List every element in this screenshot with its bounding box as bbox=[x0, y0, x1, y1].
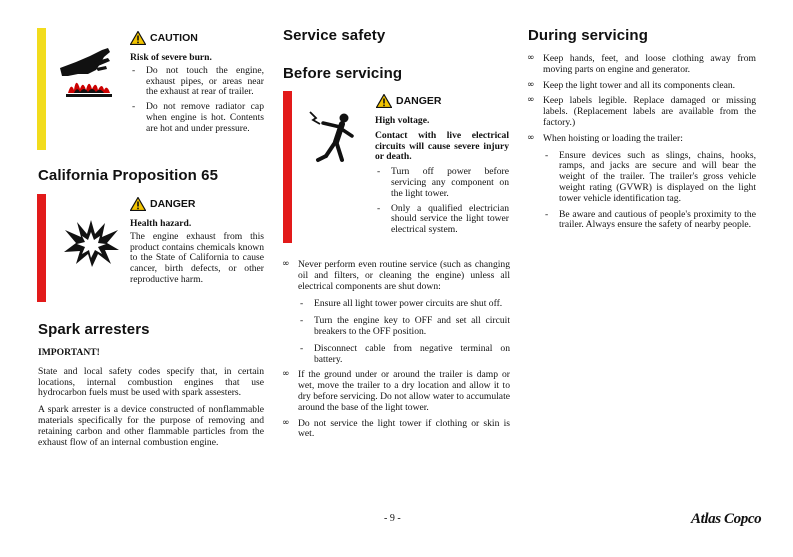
list-item: ∞ If the ground under or around the trailer is damp or wet, move the trailer to a dry location and allow it to dry before servicing. Do not allow water to accumulate around the base of the light tower. bbox=[282, 370, 510, 413]
spark-heading: Spark arresters bbox=[38, 321, 150, 338]
before-servicing-list bbox=[282, 260, 510, 440]
high-voltage-body bbox=[375, 116, 509, 236]
during-servicing-list bbox=[527, 54, 756, 231]
list-item: ∞ Keep labels legible. Replace damaged or missing labels. (Replacement labels are available from the factory.) bbox=[527, 96, 756, 128]
important-label: IMPORTANT! bbox=[38, 347, 100, 358]
prop65-heading: California Proposition 65 bbox=[38, 167, 219, 184]
during-servicing-heading: During servicing bbox=[528, 27, 648, 44]
electric-shock-icon bbox=[306, 110, 362, 166]
list-item: ∞ When hoisting or loading the trailer: bbox=[527, 134, 756, 145]
warning-triangle-icon bbox=[130, 197, 146, 211]
sub-list-item: - Disconnect cable from negative terminal on battery. bbox=[298, 344, 510, 366]
prop65-text: The engine exhaust from this product contains chemicals known to the State of California to cause cancer, birth defects, or other reproductive harm. bbox=[130, 230, 264, 285]
list-item: ∞ Never perform even routine service (such as changing oil and filters, or cleaning the engine) unless all electrical components are shut down: bbox=[282, 260, 510, 292]
sub-list bbox=[527, 151, 756, 232]
sub-list-item: - Ensure all light tower power circuits are shut off. bbox=[298, 299, 510, 310]
list-item: ∞ Keep the light tower and all its components clean. bbox=[527, 81, 756, 92]
brand-logo: Atlas Copco bbox=[691, 511, 762, 527]
service-safety-heading: Service safety bbox=[283, 27, 386, 44]
danger-label: DANGER bbox=[396, 95, 442, 107]
spark-body bbox=[38, 348, 264, 448]
list-item: ∞ Keep hands, feet, and loose clothing away from moving parts on engine and generator. bbox=[527, 54, 756, 76]
caution-signal-word bbox=[130, 31, 198, 45]
sub-list-item: - Turn the engine key to OFF and set all circuit breakers to the OFF position. bbox=[298, 316, 510, 338]
caution-body bbox=[130, 53, 264, 135]
list-item: ∞ Do not service the light tower if clothing or skin is wet. bbox=[282, 419, 510, 441]
danger-label: DANGER bbox=[150, 198, 196, 210]
sub-list-item: - Ensure devices such as slings, chains, hooks, ramps, and jacks are secure and will bear the weight of the trailer. The trailer's gross vehicle weight rating (GVWR) is displayed on the light tower vehicle identification tag. bbox=[543, 151, 756, 205]
caution-stripe bbox=[37, 28, 46, 150]
prop65-danger-stripe bbox=[37, 194, 46, 302]
high-voltage-item: - Turn off power before servicing any component on the light tower. bbox=[375, 167, 509, 199]
high-voltage-item: - Only a qualified electrician should service the light tower electrical system. bbox=[375, 204, 509, 236]
high-voltage-warning: Contact with live electrical circuits will cause severe injury or death. bbox=[375, 129, 509, 163]
caution-title: Risk of severe burn. bbox=[130, 52, 212, 63]
prop65-body bbox=[130, 219, 264, 286]
high-voltage-danger-stripe bbox=[283, 91, 292, 243]
before-servicing-heading: Before servicing bbox=[283, 65, 403, 82]
caution-item: - Do not touch the engine, exhaust pipes, or areas near the exhaust at rear of trailer. bbox=[130, 66, 264, 98]
prop65-signal-word bbox=[130, 197, 196, 211]
caution-item: - Do not remove radiator cap when engine is hot. Contents are hot and under pressure. bbox=[130, 102, 264, 134]
warning-triangle-icon bbox=[376, 94, 392, 108]
page-number: - 9 - bbox=[384, 513, 401, 524]
warning-triangle-icon bbox=[130, 31, 146, 45]
sub-list-item: - Be aware and cautious of people's proximity to the trailer. Always ensure the safety of nearby people. bbox=[543, 210, 756, 232]
high-voltage-signal-word bbox=[376, 94, 442, 108]
spark-para: State and local safety codes specify that, in certain locations, internal combustion engines that use hydrocarbon fuels must be used with spark assesters. bbox=[38, 365, 264, 399]
hot-surface-icon bbox=[58, 46, 120, 102]
high-voltage-title: High voltage. bbox=[375, 115, 430, 126]
explosion-icon bbox=[62, 218, 120, 268]
spark-para: A spark arrester is a device constructed of nonflammable materials specifically for the purpose of removing and retaining carbon and other flammable particles from the exhaust flow of an internal combustion engine. bbox=[38, 404, 264, 448]
sub-list bbox=[282, 299, 510, 365]
caution-label: CAUTION bbox=[150, 32, 198, 44]
prop65-title: Health hazard. bbox=[130, 218, 192, 229]
